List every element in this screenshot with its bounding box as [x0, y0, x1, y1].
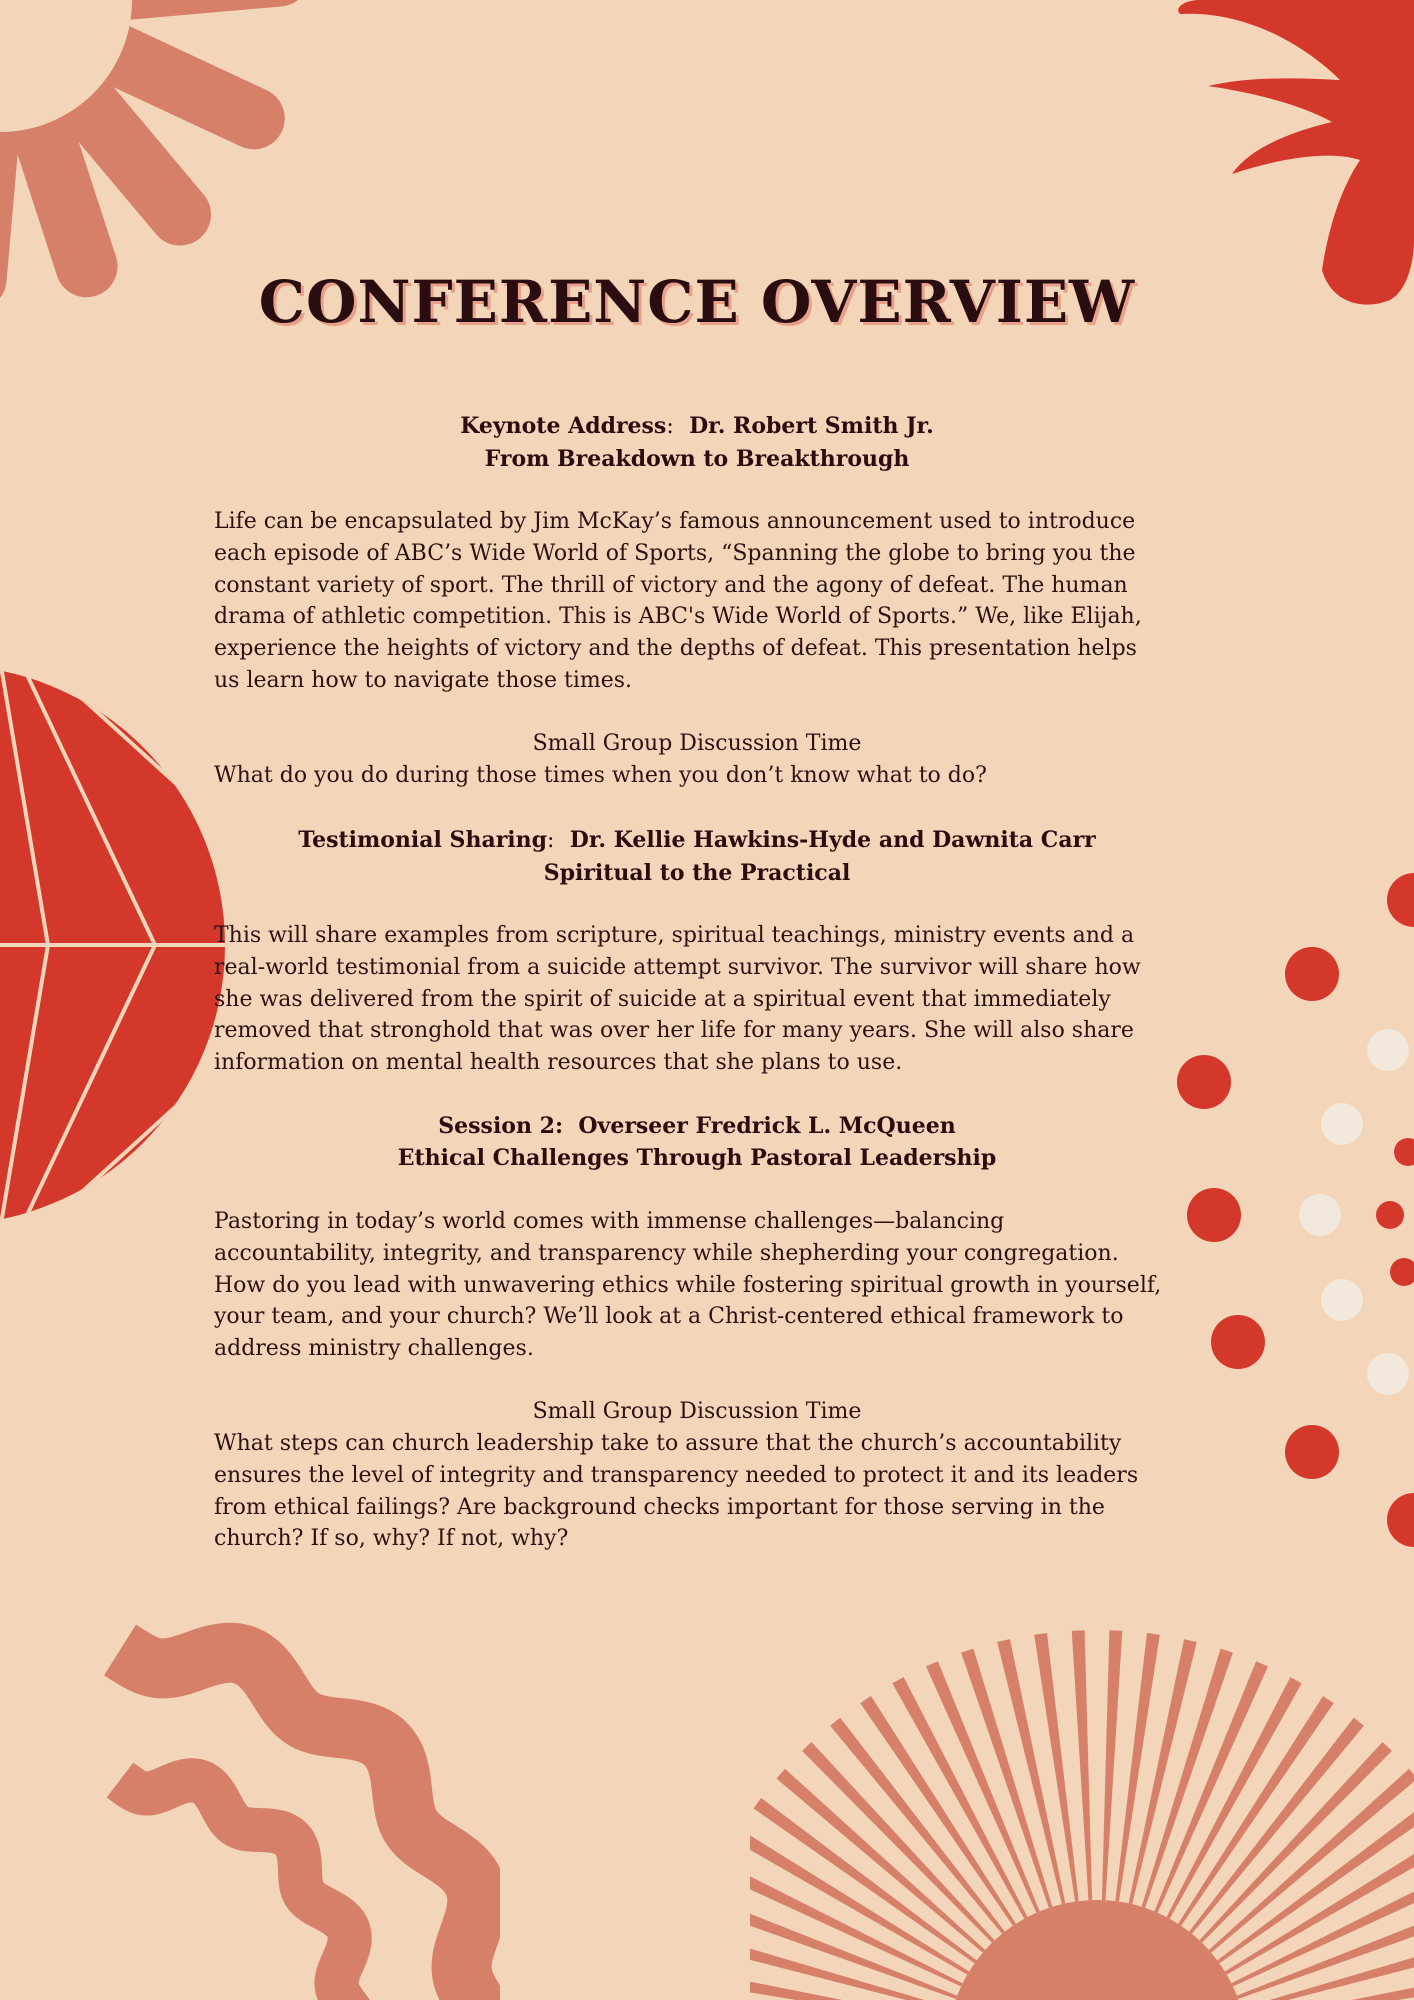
- sun-ray-shape: [777, 1769, 986, 1953]
- paragraph-line: ensures the level of integrity and transparency needed to protect it and its leaders: [214, 1462, 1139, 1488]
- left-red-globe-decoration: [0, 660, 230, 1230]
- paragraph-line: What steps can church leadership take to assure that the church’s accountability: [214, 1431, 1122, 1456]
- discussion-heading: Small Group Discussion Time: [532, 1399, 862, 1424]
- dot-shape: [1390, 1258, 1414, 1286]
- paragraph-line: your team, and your church? We’ll look at a Christ-centered ethical framework to: [214, 1304, 1124, 1330]
- paragraph-line: experience the heights of victory and the depths of defeat. This presentation helps: [214, 636, 1137, 662]
- paragraph-line: Pastoring in today’s world comes with immense challenges—balancing: [214, 1209, 1005, 1234]
- keynote-description: [214, 506, 1180, 697]
- discussion-question: [214, 1428, 1180, 1555]
- paragraph-line: Life can be encapsulated by Jim McKay’s famous announcement used to introduce: [214, 509, 1136, 534]
- bottom-right-sunburst-decoration: [750, 1630, 1414, 2000]
- session-speaker: Overseer Fredrick L. McQueen: [578, 1113, 956, 1139]
- testimonial-description: [214, 920, 1180, 1079]
- dot-shape: [1394, 1138, 1414, 1166]
- paragraph-line: accountability, integrity, and transparency while shepherding your congregation.: [214, 1240, 1119, 1266]
- session-2-description: [214, 1206, 1180, 1365]
- discussion-question: [214, 760, 1180, 792]
- sun-ray-shape: [802, 1742, 995, 1943]
- paragraph-line: How do you lead with unwavering ethics while fostering spiritual growth in yourself,: [214, 1272, 1162, 1298]
- paragraph-line: real-world testimonial from a suicide attempt survivor. The survivor will share how: [214, 954, 1141, 980]
- session-label: Keynote Address: [460, 413, 667, 439]
- dot-shape: [1376, 1201, 1404, 1229]
- bottom-left-wavy-rings-decoration: [0, 1580, 500, 2000]
- dot-shape: [1285, 947, 1339, 1001]
- dot-shape: [1211, 1315, 1265, 1369]
- paragraph-line: address ministry challenges.: [214, 1336, 534, 1362]
- session-2-header: [214, 1110, 1180, 1174]
- paragraph-line: each episode of ABC’s Wide World of Sports, “Spanning the globe to bring you the: [214, 540, 1136, 566]
- paragraph-line: information on mental health resources that she plans to use.: [214, 1050, 903, 1076]
- paragraph-line: us learn how to navigate those times.: [214, 667, 633, 693]
- sun-ray-shape: [1199, 1742, 1392, 1943]
- session-speaker: Dr. Kellie Hawkins-Hyde and Dawnita Carr: [569, 827, 1096, 853]
- dot-shape: [1321, 1103, 1363, 1145]
- discussion-heading: Small Group Discussion Time: [532, 731, 862, 756]
- dot-shape: [1285, 1425, 1339, 1479]
- paragraph-line: she was delivered from the spirit of suicide at a spiritual event that immediately: [214, 986, 1111, 1012]
- session-label: Session 2: [438, 1113, 555, 1139]
- dot-shape: [1387, 873, 1414, 927]
- dot-shape: [1299, 1194, 1341, 1236]
- session-2-header-line: Session 2: Overseer Fredrick L. McQueen: [438, 1113, 956, 1139]
- paragraph-line: What do you do during those times when you don’t know what to do?: [214, 763, 987, 788]
- dot-shape: [1187, 1188, 1241, 1242]
- top-right-red-starburst-decoration: [1160, 0, 1414, 320]
- dot-shape: [1367, 1353, 1409, 1395]
- right-dots-decoration: [1170, 860, 1414, 1560]
- paragraph-line: This will share examples from scripture, spiritual teachings, ministry events and a: [214, 923, 1135, 948]
- page-title: CONFERENCE OVERVIEW: [258, 268, 1136, 336]
- session-topic: From Breakdown to Breakthrough: [484, 446, 910, 472]
- keynote-header: [214, 410, 1180, 475]
- session-topic: Spiritual to the Practical: [543, 860, 851, 886]
- sun-ray-shape: [1102, 1630, 1122, 1900]
- paragraph-line: removed that stronghold that was over her life for many years. She will also share: [214, 1018, 1134, 1044]
- dot-shape: [1177, 1055, 1231, 1109]
- session-speaker: Dr. Robert Smith Jr.: [689, 413, 934, 439]
- paragraph-line: constant variety of sport. The thrill of victory and the agony of defeat. The human: [214, 572, 1128, 598]
- paragraph-line: church? If so, why? If not, why?: [214, 1526, 569, 1552]
- testimonial-header: [214, 824, 1180, 889]
- dot-shape: [1367, 1029, 1409, 1071]
- paragraph-line: from ethical failings? Are background checks important for those serving in the: [214, 1494, 1105, 1520]
- session-topic: Ethical Challenges Through Pastoral Leadership: [397, 1145, 997, 1171]
- testimonial-header-line: Testimonial Sharing: Dr. Kellie Hawkins-Hyde and Dawnita Carr: [298, 827, 1096, 853]
- sun-ray-shape: [1072, 1630, 1092, 1900]
- paragraph-line: drama of athletic competition. This is ABC's Wide World of Sports.” We, like Elijah,: [214, 604, 1142, 630]
- session-label: Testimonial Sharing: [298, 827, 548, 853]
- dot-shape: [1387, 1493, 1414, 1547]
- dot-shape: [1321, 1279, 1363, 1321]
- keynote-header-line: Keynote Address: Dr. Robert Smith Jr.: [460, 413, 934, 439]
